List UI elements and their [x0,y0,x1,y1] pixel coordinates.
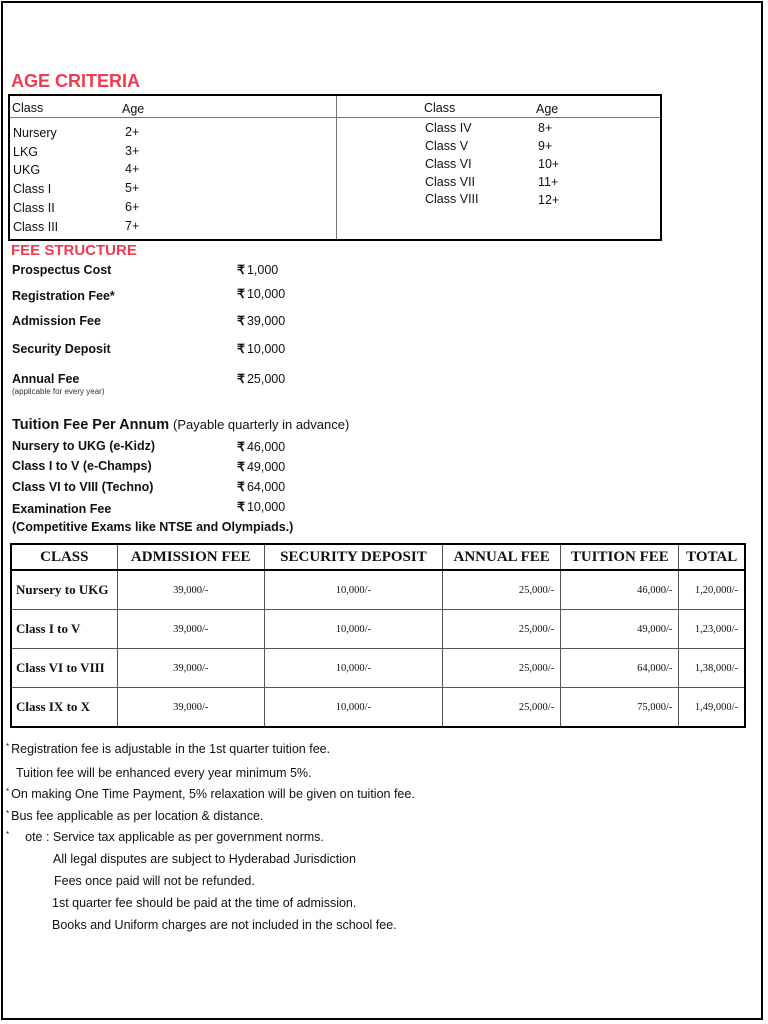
right-age-header: Age [536,102,559,116]
row-class: Class IX to X [11,688,117,728]
header-divider [10,117,660,118]
note-line: * Registration fee is adjustable in the 1st quarter tuition fee. [6,742,331,756]
row-class: Class I to V [11,610,117,649]
left-age-header: Age [122,102,145,116]
age-row-class: UKG [13,163,41,177]
tuition-item-value: ₹ 10,000 [237,500,286,514]
row-class: Class VI to VIII [11,649,117,688]
admission-fee-cell: 39,000/- [117,688,264,728]
total-cell: 1,20,000/- [679,570,745,610]
age-row-class: Class II [13,201,55,215]
fee-item-label: Prospectus Cost [12,263,112,277]
age-row-age: 2+ [125,125,140,139]
rupee-icon: ₹ [237,480,245,494]
age-row-class: Class I [13,182,52,196]
fee-item-label: Registration Fee* [12,289,115,303]
age-row-age: 5+ [125,181,140,195]
age-row-age: 8+ [538,121,553,135]
right-class-header: Class [424,101,456,115]
security-deposit-cell: 10,000/- [264,688,442,728]
fee-item-value: ₹ 1,000 [237,263,279,277]
column-header: ANNUAL FEE [443,544,561,570]
fee-item-value: ₹ 10,000 [237,287,286,301]
age-row-class: Class VI [425,157,472,171]
annual-fee-cell: 25,000/- [443,570,561,610]
age-row-age: 6+ [125,200,140,214]
column-header: ADMISSION FEE [117,544,264,570]
age-row-class: Nursery [13,126,57,140]
tuition-item-value: ₹ 49,000 [237,460,286,474]
table-row [11,570,745,610]
rupee-icon: ₹ [237,460,245,474]
security-deposit-cell: 10,000/- [264,610,442,649]
table-row [11,610,745,649]
age-row-age: 12+ [538,193,560,207]
age-criteria-table [8,94,662,241]
annual-fee-cell: 25,000/- [443,610,561,649]
tuition-fee-cell: 46,000/- [561,570,679,610]
age-row-age: 4+ [125,162,140,176]
age-row-class: Class V [425,139,469,153]
exam-note: (Competitive Exams like NTSE and Olympiads.) [12,520,294,534]
age-row-class: Class III [13,220,59,234]
asterisk-bullet: * [6,809,10,818]
tuition-fee-cell: 64,000/- [561,649,679,688]
fee-item-value: ₹ 25,000 [237,372,286,386]
tuition-item-label: Examination Fee [12,502,112,516]
admission-fee-cell: 39,000/- [117,570,264,610]
fee-item-value: ₹ 39,000 [237,314,286,328]
note-line: 1st quarter fee should be paid at the time of admission. [52,896,357,910]
age-row-class: LKG [13,145,39,159]
table-header-row [11,544,745,570]
note-line: * ote : Service tax applicable as per government norms. [6,830,324,844]
age-row-age: 11+ [538,175,559,189]
age-row-age: 10+ [538,157,560,171]
rupee-icon: ₹ [237,287,245,301]
tuition-item-label: Nursery to UKG (e-Kidz) [12,439,156,453]
rupee-icon: ₹ [237,263,245,277]
asterisk-bullet: * [6,742,10,751]
security-deposit-cell: 10,000/- [264,649,442,688]
admission-fee-cell: 39,000/- [117,610,264,649]
note-line: Tuition fee will be enhanced every year minimum 5%. [16,766,312,780]
annual-fee-cell: 25,000/- [443,649,561,688]
row-class: Nursery to UKG [11,570,117,610]
age-row-age: 9+ [538,139,553,153]
total-cell: 1,49,000/- [679,688,745,728]
note-line: * On making One Time Payment, 5% relaxation will be given on tuition fee. [6,787,415,801]
annual-fee-cell: 25,000/- [443,688,561,728]
fee-item-label: Annual Fee [12,372,80,386]
total-cell: 1,38,000/- [679,649,745,688]
rupee-icon: ₹ [237,440,245,454]
age-row-class: Class VIII [425,192,479,206]
note-line: * Bus fee applicable as per location & distance. [6,809,264,823]
column-header: TUITION FEE [561,544,679,570]
note-line: Fees once paid will not be refunded. [54,874,255,888]
fee-item-label: Security Deposit [12,342,111,356]
age-row-class: Class VII [425,175,476,189]
age-row-age: 7+ [125,219,140,233]
age-row-class: Class IV [425,121,472,135]
left-class-header: Class [12,101,44,115]
tuition-item-label: Class VI to VIII (Techno) [12,480,154,494]
fee-item-label: Admission Fee [12,314,101,328]
tuition-heading: Tuition Fee Per Annum (Payable quarterly in advance) [12,417,350,433]
table-row [11,649,745,688]
note-line: All legal disputes are subject to Hyderabad Jurisdiction [53,852,356,866]
age-row-age: 3+ [125,144,140,158]
tuition-item-label: Class I to V (e-Champs) [12,459,152,473]
rupee-icon: ₹ [237,500,245,514]
asterisk-bullet: * [6,787,10,796]
note-line: Books and Uniform charges are not included in the school fee. [52,918,397,932]
column-header: TOTAL [679,544,745,570]
asterisk-bullet: * [6,830,10,839]
rupee-icon: ₹ [237,314,245,328]
tuition-fee-cell: 49,000/- [561,610,679,649]
fee-summary-table [10,543,746,728]
fee-structure-title: FEE STRUCTURE [11,242,137,259]
column-header: CLASS [11,544,117,570]
tuition-item-value: ₹ 46,000 [237,440,286,454]
column-header: SECURITY DEPOSIT [264,544,442,570]
annual-fee-note: (applicable for every year) [12,387,105,396]
total-cell: 1,23,000/- [679,610,745,649]
rupee-icon: ₹ [237,342,245,356]
fee-item-value: ₹ 10,000 [237,342,286,356]
admission-fee-cell: 39,000/- [117,649,264,688]
age-criteria-title: AGE CRITERIA [11,71,141,91]
table-row [11,688,745,728]
tuition-item-value: ₹ 64,000 [237,480,286,494]
security-deposit-cell: 10,000/- [264,570,442,610]
tuition-fee-cell: 75,000/- [561,688,679,728]
rupee-icon: ₹ [237,372,245,386]
